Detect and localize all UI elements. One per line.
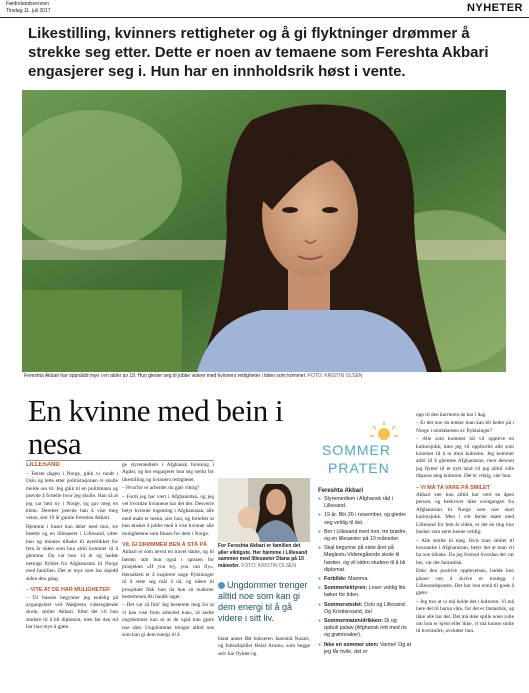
logo-line-2: PRATEN xyxy=(328,460,390,476)
fact-item: ● Bor i Lillesand med mor, tre brødre, og en lillesøster på 10 måneder. xyxy=(318,529,412,543)
article-column-3 xyxy=(218,636,310,690)
fact-item: ● Styremedlem i Afghansk råd i Lillesand. xyxy=(318,496,412,510)
photo-credit: FOTO: KRISTIN OLSEN xyxy=(241,562,296,569)
dateline: LILLESAND xyxy=(26,462,60,468)
paragraph: – Fordi jeg har vært i Afghanistan, og jeg vet hvordan kvinnene har det der. Desverre betyr kvinner ingenting i Afghanistan, alle med makt er menn, sier hun, og forteller at hun ønsker å jobbe med å vise kvinner alle mulighetene som finnes for dem i Norge. xyxy=(122,493,214,537)
paragraph: – Det var så fint! Jeg bestemte meg for at vi kan vise frem arbeidet hans, så andre ungdommer kan se at de også kan gjøre noe sånt. Ungdommer trenger alltid noe som kan gi dem energi til å xyxy=(122,602,214,638)
paper-name: Fædrelandsvennen xyxy=(6,1,50,7)
paragraph: – Jeg tror at vi må holde det i kulturen. Vi må lære det til barna våre, for det er fantastisk, og ikke alle har det. Det må ikke spille noen rolle om hun er kjent eller ikke, vi må kunne smile til hverandre, avslutter hun. xyxy=(416,598,514,635)
paragraph: – Alle smilte til meg. Hvis man smiler til hverandre i Afghanistan, betyr det at man vil ha noe tilbake. Da jeg forstod hvordan det var her, var det fantastisk. xyxy=(416,537,514,566)
subheading: – VI MÅ TA VARE PÅ SMILET xyxy=(416,484,490,491)
paragraph: Akbari sier hun alltid har vært en åpen person, og beskriver ikke overgangen fra Afghanistan til Norge som noe stort kultursjokk. Men i sitt første møte med Lillesand for fem år siden, er det én ting hun husker som rørte henne veldig: xyxy=(416,492,514,536)
family-photo-caption xyxy=(218,543,310,569)
article-ingress: Likestilling, kvinners rettigheter og å gi flyktninger drømmer å strekke seg etter. Dette er noen av temaene som Fereshta Akbari engasjerer seg i. Hun har en innholdsrik høst i vente. xyxy=(28,25,489,80)
masthead xyxy=(0,0,529,18)
article-column-1 xyxy=(26,462,118,690)
pull-quote xyxy=(218,580,314,624)
section-label: NYHETER xyxy=(466,2,523,14)
paragraph: blant annet fått bokseren Jamshid Nazari, og fotballspiller Belal Aroma, som begge selv har flyktet og xyxy=(218,636,310,657)
main-photo xyxy=(22,90,506,372)
paragraph: – Første dagen i Norge, gikk vi rundt i Oslo og lette etter politistasjonen vi skulle melde oss til. Jeg gikk til en politimann og prøvde å fortelle hvor jeg skulle. Han så at jeg var helt ny i Norge, og gav meg en klem. Deretter prøvde han å vise meg veien, sier 19 år gamle Fereshta Akbari. xyxy=(26,471,118,522)
fact-box xyxy=(318,488,412,690)
article-column-2 xyxy=(122,462,214,690)
paragraph: Akbari er som nevnt en travel dame, og til høsten står hun også i spissen for prosjektet «If you try, you can fly». Hensikten er å inspirere unge flyktninger til å sette seg mål å nå, og ideen til prosjektet fikk hun da hun så malerier bestemmen Ali hadde laget. xyxy=(122,549,214,600)
fact-item: ● Ikke en sommer uten: Varme! Og at jeg får hvile, det er xyxy=(318,642,412,656)
fact-item: ● 19 år. Blir 20 i november, og gleder seg veldig til det. xyxy=(318,512,412,526)
paragraph: – Til bussen begynner jeg endelig på avgangsåret ved Møglestu videregående skole, smiler Akbari. Etter det vil hun studere til å bli diplomat, men før den tid har hun mye å gjøre. xyxy=(26,594,118,631)
fact-item: ● Sommerlektyren: Leser veldig lite bøker for tiden. xyxy=(318,585,412,599)
main-photo-caption xyxy=(24,373,504,379)
family-photo xyxy=(218,478,310,542)
fact-item: ● Sommermaten/drikken: Di og qabuli palaw (Afghansk rett med ris og grønnsaker). xyxy=(318,618,412,640)
paragraph: opp til den karrieren de har i dag. xyxy=(416,412,487,418)
paragraph: – Hvorfor er arbeidet du gjør viktig? xyxy=(122,485,200,492)
paragraph: ge styremedlem i Afghansk forening i Agder, og her engasjerer hun seg sterkt for likestilling og kvinners rettigheter. xyxy=(122,462,214,483)
paragraph: Etter den positive opplevelsen, hadde hun planer om å skrive et innlegg i Lillesandsposten. Det har hun ennå til gode å gjøre. xyxy=(416,568,514,597)
paragraph: – Alle som kommer hit vil oppleve en kultursjokk, men jeg vil oppfordre alle som kommer til å ta imot kulturen. Jeg kommer aldri til å glemme Afghanistan, men dersom jeg flytter til et nytt land vil jeg alltid ville tilpasse meg kulturen. Det er viktig, sier hun. xyxy=(416,436,514,480)
fact-item: ● Forbilde: Mamma. xyxy=(318,576,412,583)
sun-icon xyxy=(370,420,398,444)
subheading: – VITE AT DE HAR MULIGHETER xyxy=(26,587,110,594)
quote-text: Ungdommer trenger alltid noe som kan gi dem energi til å gå videre i sitt liv. xyxy=(218,580,308,623)
divider xyxy=(26,460,214,461)
photo-credit: FOTO: KRISTIN OLSEN xyxy=(307,373,363,379)
article-column-6 xyxy=(416,412,514,690)
fact-item: ● Sommerstedet: Oslo og Lillesand. Og Kristiansand, da! xyxy=(318,602,412,616)
headline: En kvinne med bein i nesa xyxy=(28,393,284,461)
caption-text: Fereshta Akbari har oppnådd mye i en alder av 19. Hun gleder seg til jobbe videre med kvinners rettigheter i tiden som kommer. xyxy=(24,373,307,379)
fact-item: ● Skal begynne på siste året på Møglestu Videregående skole til høsten, og vil siden studere til å bli diplomat. xyxy=(318,545,412,574)
subheading: VIL GI DRØMMER BEN Å STÅ PÅ xyxy=(122,542,207,549)
logo-line-1: SOMMER xyxy=(322,442,391,458)
quote-bullet-icon xyxy=(218,582,225,589)
fact-box-title: Fereshta Akbari xyxy=(318,488,364,494)
paragraph: Hjemme i huset hun deler med mor, tre brødre og en lillesøster i Lillesand, sitter hun og minnes tilbake til øyeblikket for fem år siden som hun aldri kommer til å glemme. Da var hun 14 år og hadde nettopp flyktet fra Afghanistan til Norge med familien. Det er mye som har skjedd siden den gang. xyxy=(26,523,118,582)
issue-date: Tirsdag 11. juli 2017 xyxy=(6,8,51,14)
sommerpraten-logo xyxy=(322,418,410,482)
paragraph: – Er det noe du tenker man kan bli bedre på i Norge i mottakelsen av flyktninger? xyxy=(416,420,514,434)
caption-text: For Fereshta Akbari er familien det aller viktigste. Her hjemme i Lillesand sammen med lillesøster Diana på 10 måneder. xyxy=(218,543,308,569)
